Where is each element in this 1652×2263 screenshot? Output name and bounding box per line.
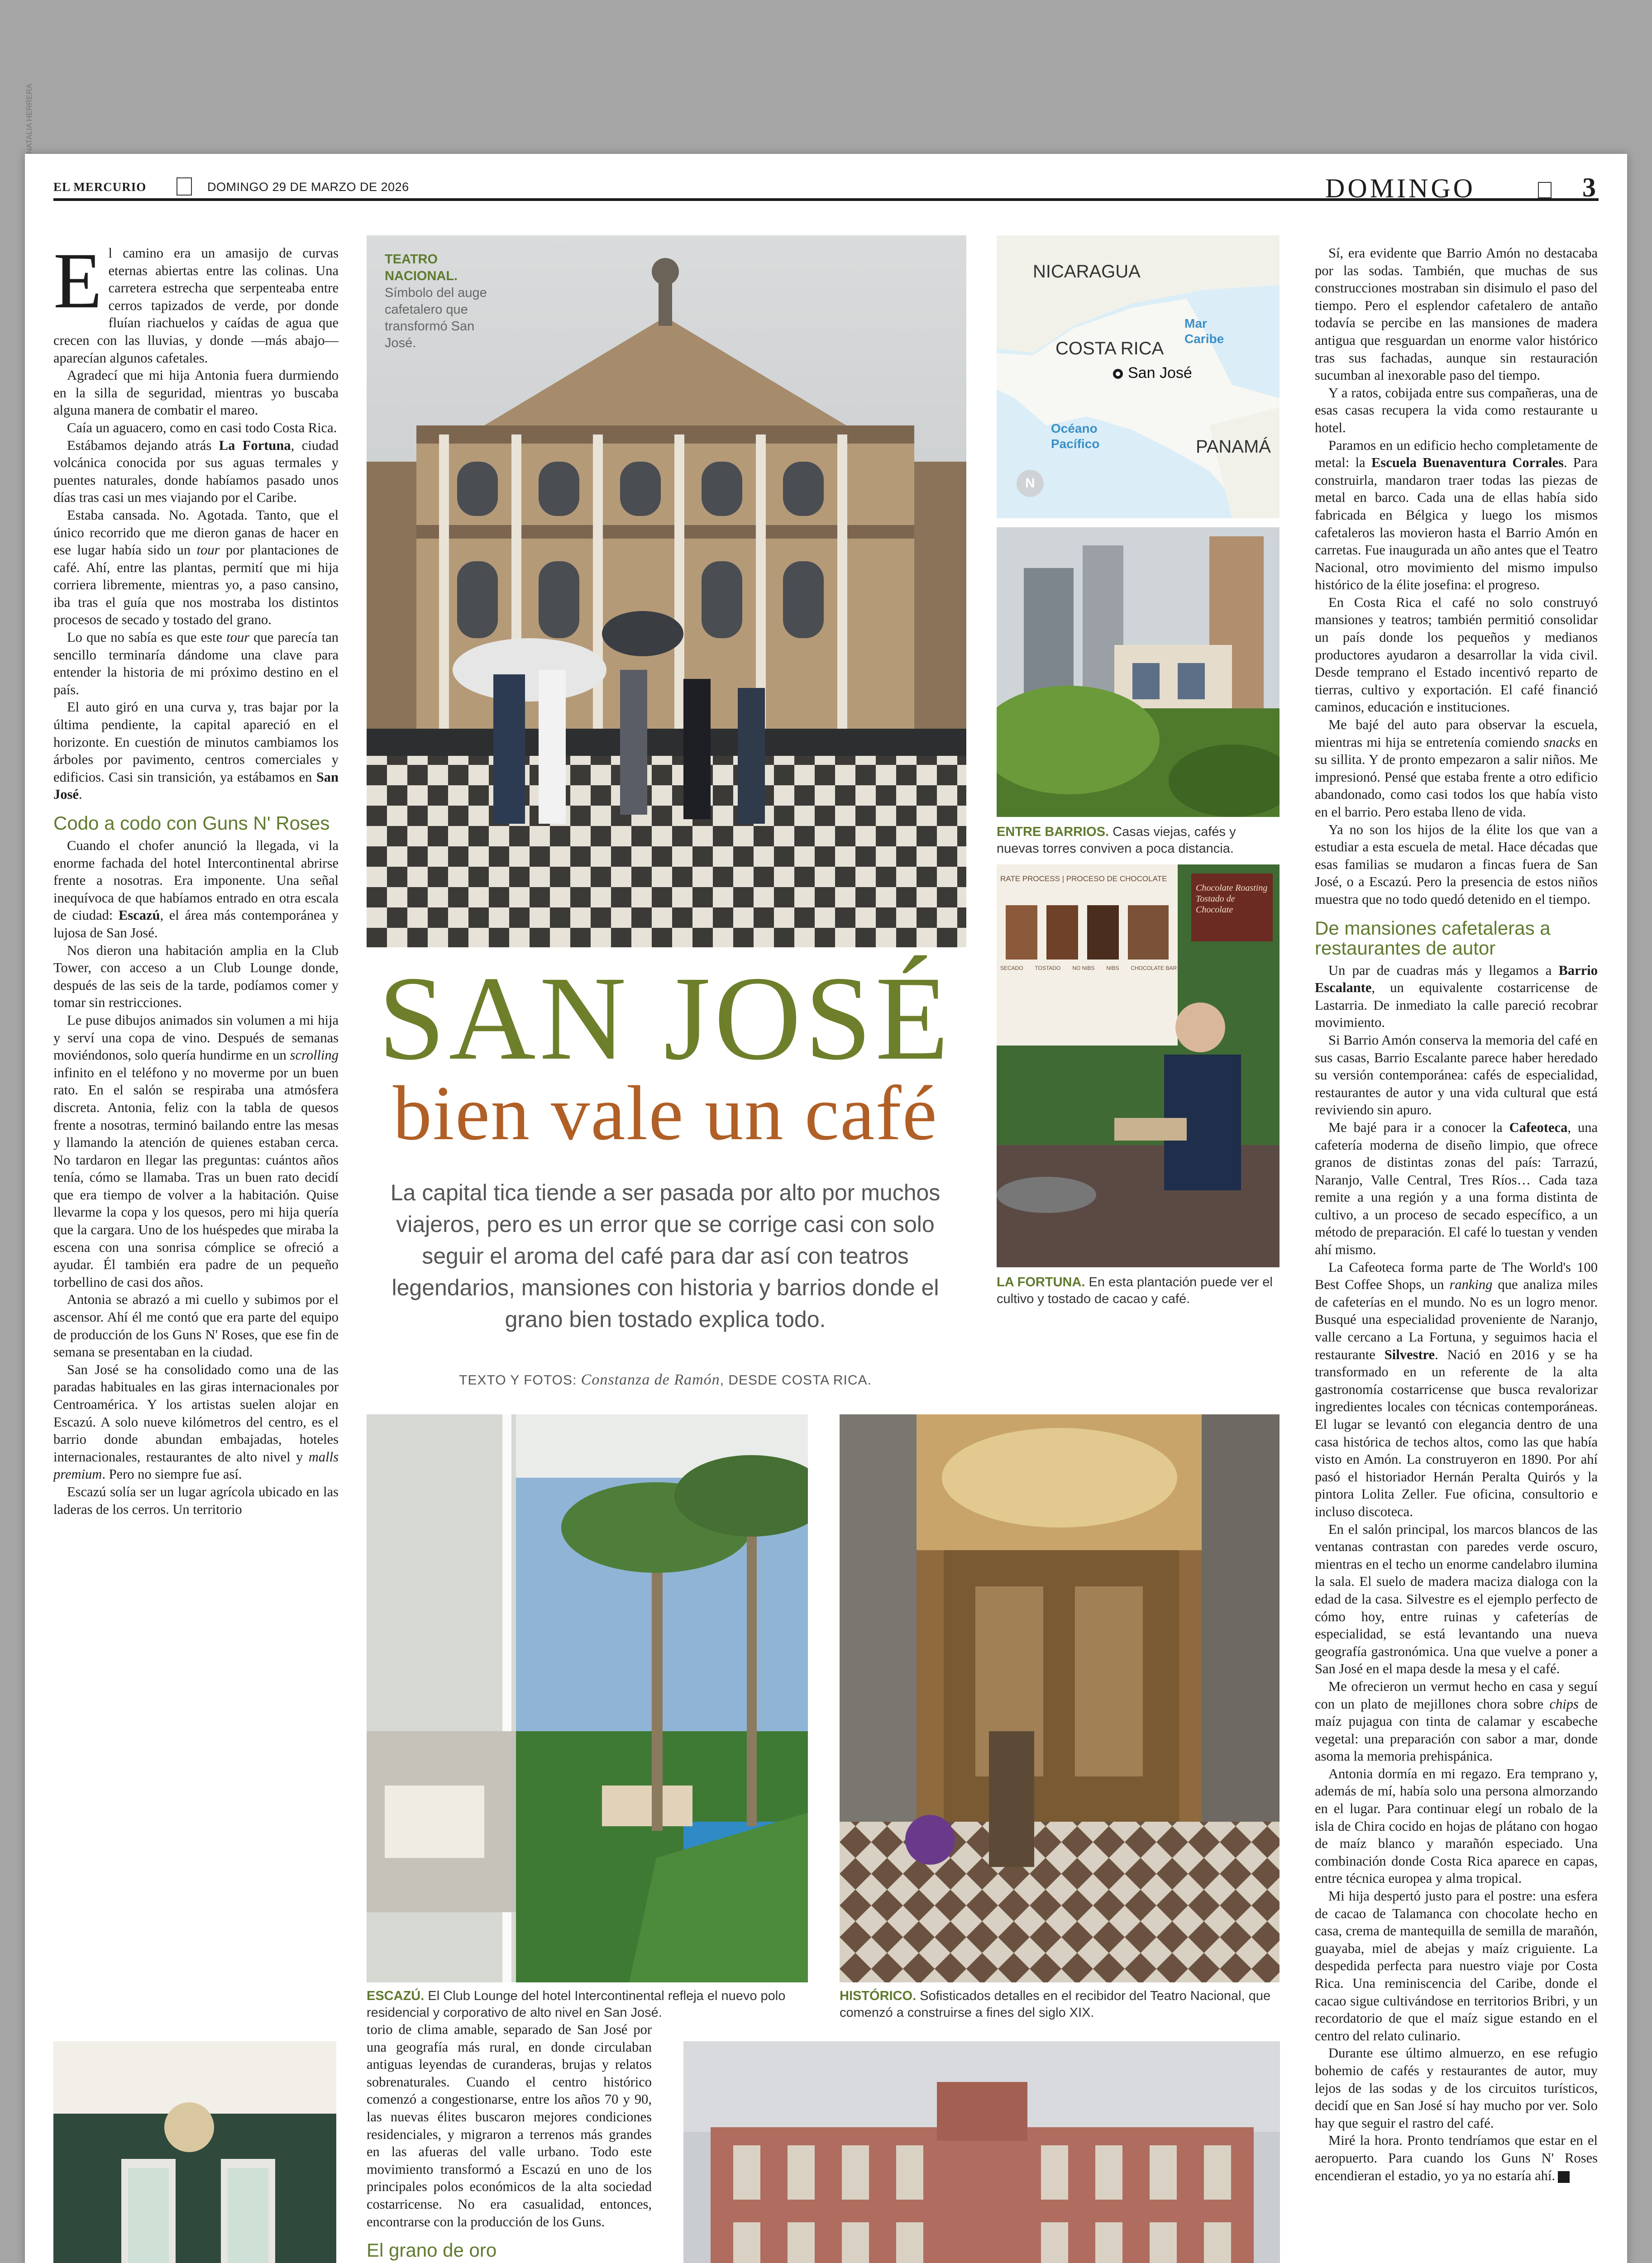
step-label: NIBS: [1106, 965, 1119, 971]
map-label-panama: PANAMÁ: [1196, 437, 1271, 457]
map-label-costa-rica: COSTA RICA: [1055, 339, 1164, 358]
byline-suffix: , DESDE COSTA RICA.: [720, 1373, 872, 1388]
article-column-1: El camino era un amasijo de curvas eternas abiertas entre las colinas. Una carretera estrecha que serpenteaba entre cerros tapizados de verde, por donde fluían riachuelos y caídas de agua que crecen con las lluvias, y donde —más abajo— aparecían algunos cafetales. Agradecí que mi hija Antonia fuera durmiendo en la silla de seguridad, mientras yo buscaba alguna manera de combatir el mareo. Caía un aguacero, como en casi todo Costa Rica. Estábamos dejando atrás La Fortuna, ciudad volcánica conocida por sus aguas termales y puentes naturales, donde habíamos pasado unos días tras casi un mes viajando por el Caribe. Estaba cansada. No. Agotada. Tanto, que el único recorrido que me dieron ganas de hacer en ese lugar había sido un tour por plantaciones de café. Ahí, entre las plantas, permití que mi hija corriera libremente, mientras yo, a paso cansino, iba tras el guía que nos mostraba los distintos procesos de secado y tostado del grano. Lo que no sabía es que este tour que parecía tan sencillo terminaría dándome una clave para entender la historia de mi próximo destino en el país. El auto giró en una curva y, tras bajar por la última pendiente, la capital apareció en el horizonte. En cuestión de minutos cambiamos los árboles por pavimento, centros comerciales y edificios. Casi sin transición, ya estábamos en San José. Codo a codo con Guns N' Roses Cuando el chofer anunció la llegada, vi la enorme fachada del hotel Intercontinental abrirse frente a nosotras. Era imponente. Una señal inequívoca de que habíamos entrado en otra escala de ciudad: Escazú, el área más contemporánea y lujosa de San José. Nos dieron una habitación amplia en la Club Tower, con acceso a un Club Lounge donde, después de las seis de la tarde, podíamos comer y tomar sin restricciones. Le puse dibujos animados sin volumen a mi hija y serví una copa de vino. Después de semanas moviéndonos, solo quería hundirme en un scrolling infinito en el teléfono y no moverme por un buen rato. En el salón se respiraba una atmósfera discreta. Antonia, feliz con la tabla de quesos frente a nosotras, terminó bailando entre las mesas y llamando la atención de quienes estaban cerca. No tardaron en llegar las preguntas: cuántos años tenía, cómo se llamaba. Tras un buen rato decidí que era tiempo de volver a la habitación. Quise llevarme la copa y los quesos, pero mi hija quería que la cargara. Uno de los huéspedes que miraba la escena con una sonrisa cómplice se ofreció a ayudar. Él también era padre de un pequeño torbellino de casi dos años. Antonia se abrazó a mi cuello y subimos por el ascensor. Ahí él me contó que era parte del equipo de producción de los Guns N' Roses, que ese fin de semana se presentaban en la ciudad. San José se ha consolidado como una de las paradas habituales en las giras internacionales por Centroamérica. Y los artistas suelen alojar en Escazú. A solo nueve kilómetros del centro, es el barrio donde abundan embajadas, hoteles internacionales, restaurantes de alto nivel y malls premium. Pero no siempre fue así. Escazú solía ser un lugar agrícola ubicado en las laderas de los cerros. Un territorio: [53, 244, 339, 1517]
map-label-san-jose: San José: [1128, 364, 1192, 382]
caption-text: Símbolo del auge cafetalero que transformó San José.: [385, 286, 487, 350]
caption-label: LA FORTUNA.: [997, 1275, 1085, 1289]
costa-rica-map: [997, 235, 1280, 518]
caption-label: TEATRO NACIONAL.: [385, 252, 458, 283]
page-number: 3: [1582, 172, 1596, 202]
chocolate-process-sign: RATE PROCESS | PROCESO DE CHOCOLATE: [1000, 874, 1167, 883]
escazu-photo: [367, 1414, 808, 1982]
end-mark-icon: [1558, 2171, 1570, 2183]
tostado-label: Tostado de Chocolate: [1196, 894, 1235, 915]
newspaper-page: [25, 83, 1627, 2263]
caption-text: El Club Lounge del hotel Intercontinental refleja el nuevo polo residencial y corporativo de alto nivel en San José.: [367, 1989, 786, 2020]
legado-photo: [683, 2041, 1280, 2263]
headline-subtitle: bien vale un café: [393, 1070, 938, 1156]
chocolate-steps: [1000, 965, 1177, 971]
map-label-nicaragua: NICARAGUA: [1033, 262, 1141, 282]
caption-teatro: [385, 251, 502, 352]
roasting-sign: [1196, 883, 1270, 915]
caption-text: Casas viejas, cafés y nuevas torres conviven a poca distancia.: [997, 825, 1236, 856]
caption-barrios: [997, 824, 1280, 857]
byline-author: Constanza de Ramón: [581, 1371, 720, 1388]
entre-barrios-photo: [997, 527, 1280, 817]
step-label: CHOCOLATE BAR: [1131, 965, 1177, 971]
map-label-caribe: Mar Caribe: [1184, 316, 1224, 346]
headline-title: SAN JOSÉ: [378, 951, 953, 1085]
la-fortuna-photo: [997, 864, 1280, 1267]
map-credit: NATALIA HERRERA: [25, 83, 33, 154]
caption-label: ESCAZÚ.: [367, 1989, 425, 2003]
subhead-codo: Codo a codo con Guns N' Roses: [53, 812, 330, 834]
issue-date: DOMINGO 29 DE MARZO DE 2026: [207, 180, 409, 194]
north-arrow-icon: N: [1025, 476, 1035, 491]
caption-text: Sofisticados detalles en el recibidor del Teatro Nacional, que comenzó a construirse a fines del siglo XIX.: [840, 1989, 1271, 2020]
newspaper-name: EL MERCURIO: [53, 180, 147, 194]
article-column-4: Sí, era evidente que Barrio Amón no destacaba por las sodas. También, que muchas de sus construcciones mostraban sin disimulo el paso del tiempo. Pero el esplendor cafetalero de antaño todavía se percibe en las mansiones de madera antigua que resguardan un enorme valor histórico tras sus fachadas, aunque sin restauración sucumban al inexorable paso del tiempo. Y a ratos, cobijada entre sus compañeras, una de esas casas recupera la vida como restaurante u hotel. Paramos en un edificio hecho completamente de metal: la Escuela Buenaventura Corrales. Para construirla, mandaron traer todas las piezas de metal en barco. Cada una de ellas había sido fabricada en Bélgica y luego los mismos cafetaleros las movieron hasta el Barrio Amón en carretas. Fue inaugurada un año antes que el Teatro Nacional, otro movimiento del mismo impulso histórico de la élite josefina: el progreso. En Costa Rica el café no solo construyó mansiones y teatros; también permitió consolidar un país donde los pequeños y medianos productores ayudaron a desarrollar la vida civil. Desde temprano el Estado incentivó reparto de tierras, cultivo y exportación. El café financió caminos, educación e instituciones. Me bajé del auto para observar la escuela, mientras mi hija se entretenía comiendo snacks en su sillita. Y de pronto empezaron a salir niños. Me impresionó. Pensé que estaba frente a otro edificio abandonado, como casi todos los que había visto en el barrio. Pero estaba lleno de vida. Ya no son los hijos de la élite los que van a estudiar a esta escuela de metal. Hace décadas que esas familias se mudaron a fincas fuera de San José, o a Escazú. Pero la presencia de estos niños muestra que no todo quedó detenido en el tiempo. De mansiones cafetaleras a restaurantes de autor Un par de cuadras más y llegamos a Barrio Escalante, un equivalente costarricense de Lastarria. De inmediato la calle pareció recobrar movimiento. Si Barrio Amón conserva la memoria del café en sus casas, Barrio Escalante parece haber heredado su versión contemporánea: cafés de especialidad, restaurantes de autor y una vida cultural que está reviviendo sin apuro. Me bajé para ir a conocer la Cafeoteca, una cafetería moderna de diseño limpio, que ofrece granos de distintas zonas del país: Tarrazú, Naranjo, Valle Central, Tres Ríos… Cada taza remite a una región y a una forma distinta de cultivo, a un proceso de secado específico, a un método de preparación. El café lo tuestan y venden ahí mismo. La Cafeoteca forma parte de The World's 100 Best Coffee Shops, un ranking que analiza miles de cafeterías en el mundo. No es un logro menor. Busqué una especialidad proveniente de Naranjo, valle cercano a La Fortuna, y seguimos hacia el restaurante Silvestre. Nació en 2016 y se ha transformado en un referente de la alta gastronomía costarricense que busca revalorizar ingredientes locales con técnicas contemporáneas. El lugar se levantó con elegancia dentro de una casa histórica de techos altos, como las que había visto en Amón. La construyeron en 1890. Por ahí pasó el historiador Hernán Peralta Quirós y la pintora Lolita Zeller. Fue oficina, consultorio e incluso discoteca. En el salón principal, los marcos blancos de las ventanas contrastan con paredes verde oscuro, mientras en el techo un enorme candelabro ilumina la sala. El suelo de madera maciza dialoga con la edad de la casa. Silvestre es el ejemplo perfecto de cómo hoy, entre ruinas y cafeterías de especialidad, se está levantando una nueva geografía gastronómica. Una que vuelve a poner a San José en el mapa desde la mesa y el café. Me ofrecieron un vermut hecho en casa y seguí con un plato de mejillones chora sobre chips de maíz pujagua con tinta de calamar y escabeche vegetal: una preparación con sabor a mar, donde asoma la memoria prehispánica. Antonia dormía en mi regazo. Era temprano y, además de mí, había solo una persona almorzando en el lugar. Para continuar elegí un robalo de la isla de Chira cocido en hojas de plátano con hogao de maíz blanco y marañón especiado. Una combinación donde Costa Rica aparece en capas, entre técnica europea y alma tropical. Mi hija despertó justo para el postre: una esfera de cacao de Talamanca con chocolate hecho en casa, crema de mantequilla de semilla de marañón, guayaba, miel de abejas y maíz criguiente. La despedida perfecta para nuestro viaje por Costa Rica. Una reminiscencia del Caribe, donde el cacao sigue cultivándose en territorios Bribri, y un recordatorio de que el maíz sigue estando en el centro del relato culinario. Durante ese último almuerzo, en ese refugio bohemio de cafés y restaurantes de autor, muy lejos de las sodas y de los circuitos turísticos, decidí que en San José sí hay mucho por ver. Solo hay que seguir el rastro del café. Miré la hora. Pronto tendríamos que estar en el aeropuerto. Para cuando los Guns N' Roses encendieran el estadio, yo ya no estaría ahí.: [1315, 245, 1598, 2183]
caption-label: ENTRE BARRIOS.: [997, 825, 1109, 839]
section-name: DOMINGO: [1325, 173, 1475, 203]
caption-historico: [840, 1988, 1280, 2021]
square-icon: [1538, 182, 1552, 198]
headline-deck: La capital tica tiende a ser pasada por alto por muchos viajeros, pero es un error que se corrige casi con solo seguir el aroma del café para dar así con teatros legendarios, mansiones con historia y barrios donde el grano bien tostado explica todo.: [390, 1180, 941, 1332]
subhead-mansiones: De mansiones cafetaleras a restaurantes de autor: [1315, 917, 1551, 959]
byline: [360, 1371, 971, 1389]
article-column-2: torio de clima amable, separado de San José por una geografía más rural, en donde circulaban antiguas leyendas de curanderas, brujas y relatos sobrenaturales. Cuando el centro histórico comenzó a congestionarse, entre los años 70 y 90, las nuevas élites buscaron mejores condiciones residenciales, y migraron a terrenos más grandes en las afueras del valle urbano. Todo este movimiento transformó a Escazú en uno de los principales polos económicos de la alta sociedad costarricense. No era casualidad, entonces, encontrarse con la producción de los Guns. El grano de oro: [367, 2022, 652, 2261]
caption-label: HISTÓRICO.: [840, 1989, 917, 2003]
caption-text: En esta plantación puede ver el cultivo y tostado de cacao y café.: [997, 1275, 1273, 1306]
article-paragraph: El camino era un amasijo de curvas eternas abiertas entre las colinas. Una carretera estrecha que serpenteaba entre cerros tapizados de verde, por donde fluían riachuelos y caídas de agua que crecen con las lluvias, y donde —más abajo— aparecían algunos cafetales.: [53, 244, 339, 366]
step-label: TOSTADO: [1035, 965, 1061, 971]
historico-photo: [840, 1414, 1280, 1982]
step-label: SECADO: [1000, 965, 1023, 971]
roasting-label: Chocolate Roasting: [1196, 883, 1268, 893]
masthead: [53, 171, 1599, 201]
silvestre-photo: [53, 2041, 336, 2263]
caption-fortuna: [997, 1274, 1280, 1308]
map-label-pacifico: Océano Pacífico: [1051, 421, 1100, 451]
subhead-grano: El grano de oro: [367, 2239, 497, 2261]
byline-prefix: TEXTO Y FOTOS:: [459, 1373, 581, 1388]
square-icon: [177, 177, 192, 196]
step-label: NO NIBS: [1072, 965, 1095, 971]
caption-escazu: [367, 1988, 808, 2021]
